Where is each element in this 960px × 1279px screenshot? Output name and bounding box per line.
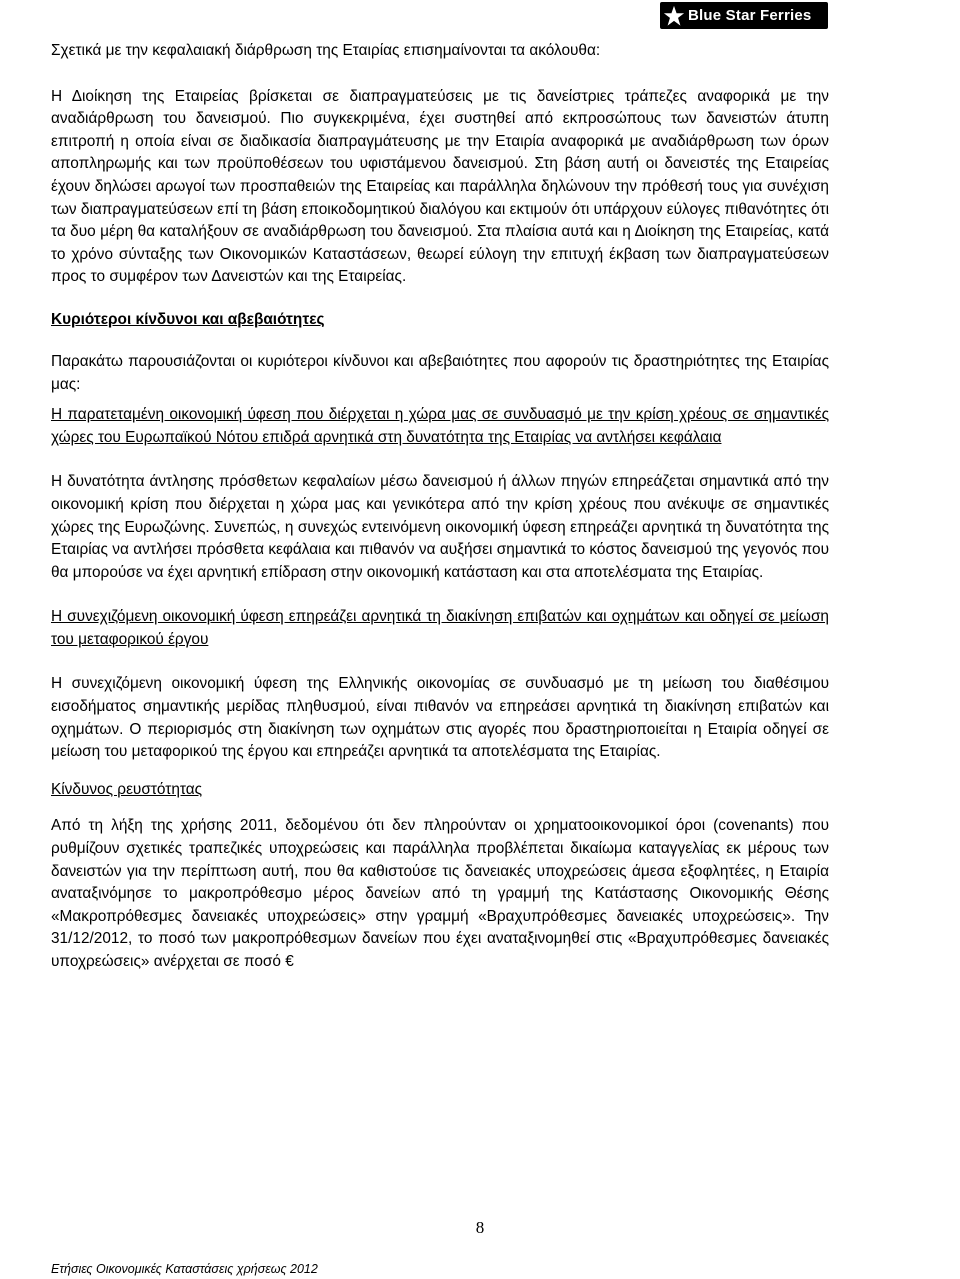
page-number: 8 <box>475 1218 485 1237</box>
document-body <box>51 40 829 974</box>
subheading-liquidity-risk: Κίνδυνος ρευστότητας <box>51 780 203 798</box>
paragraph-funding: Η δυνατότητα άντλησης πρόσθετων κεφαλαίων μέσω δανεισμού ή άλλων πηγών επηρεάζεται σημαντικά από την οικονομική κρίση που διέρχεται η χώρα μας και γενικότερα από την κρίση χρέους που ανέκυψε σε σημαντικές χώρες της Ευρωζώνης. Συνεπώς, η συνεχώς εντεινόμενη οικονομική ύφεση επηρεάζει αρνητικά τη δυνατότητα της Εταιρίας να αντλήσει πρόσθετα κεφάλαια και πιθανόν να αυξήσει σημαντικά το κόστος δανεισμού της γεγονός που θα μπορούσε να έχει αρνητική επίδραση στην οικονομική κατάσταση και στα αποτελέσματα της Εταιρίας. <box>51 473 829 581</box>
paragraph-liquidity: Από τη λήξη της χρήσης 2011, δεδομένου ότι δεν πληρούνταν οι χρηματοοικονομικοί όροι (covenants) που ρυθμίζουν σχετικές τραπεζικές υποχρεώσεις και παράλληλα προβλέπεται δικαίωμα καταγγελίας εκ μέρους των δανειστών για την περίπτωση αυτή, που θα καθιστούσε τις δανειακές υποχρεώσεις άμεσα εξοφλητέες, η Εταιρία αναταξινόμησε το μακροπρόθεσμο μέρος δανείων από τη γραμμή της Κατάστασης Οικονομικής Θέσης «Μακροπρόθεσμες δανειακές υποχρεώσεις» στην γραμμή «Βραχυπρόθεσμες δανειακές υποχρεώσεις». Την 31/12/2012, το ποσό των μακροπρόθεσμων δανείων που έχει αναταξινομηθεί στις «Βραχυπρόθεσμες δανειακές υποχρεώσεις» ανέρχεται σε ποσό € <box>51 817 829 970</box>
footer-text: Ετήσιες Οικονομικές Καταστάσεις χρήσεως 2012 <box>51 1262 318 1276</box>
paragraph-risks-intro: Παρακάτω παρουσιάζονται οι κυριότεροι κίνδυνοι και αβεβαιότητες που αφορούν τις δραστηριότητες της Εταιρίας μας: <box>51 352 829 393</box>
paragraph-restructuring: Η Διοίκηση της Εταιρείας βρίσκεται σε διαπραγματεύσεις με τις δανείστριες τράπεζες αναφορικά με την αναδιάρθρωση του δανεισμού. Πιο συγκεκριμένα, έχει συστηθεί από εκπροσώπους των δανειστών άτυπη επιτροπή η οποία είναι σε διαδικασία διαπραγμάτευσης με την Εταιρία αναφορικά με αναδιάρθρωση των όρων αποπληρωμής και των προϋποθέσεων του υφιστάμενου δανεισμού. Στη βάση αυτή οι δανειστές της Εταιρείας έχουν δηλώσει αρωγοί των προσπαθειών της Εταιρείας και παράλληλα δηλώνουν την πρόθεσή τους για συνέχιση των διαπραγματεύσεων επί τη βάση εποικοδομητικού διαλόγου και εκτιμούν ότι υπάρχουν εύλογες πιθανότητες ότι τα δυο μέρη θα καταλήξουν σε αναδιάρθρωση του δανεισμού. Στα πλαίσια αυτά και η Διοίκηση της Εταιρείας, κατά το χρόνο σύνταξης των Οικονομικών Καταστάσεων, θεωρεί εύλογη την επιτυχή έκβαση των διαπραγματεύσεων προς το συμφέρον των Δανειστών και της Εταιρείας. <box>51 87 829 286</box>
subheading-recession-funding: Η παρατεταμένη οικονομική ύφεση που διέρχεται η χώρα μας σε συνδυασμό με την κρίση χρέους σε σημαντικές χώρες του Ευρωπαϊκού Νότου επιδρά αρνητικά στη δυνατότητα της Εταιρίας να αντλήσει κεφάλαια <box>51 406 829 446</box>
company-logo <box>660 2 828 29</box>
subheading-traffic-decline: Η συνεχιζόμενη οικονομική ύφεση επηρεάζει αρνητικά τη διακίνηση επιβατών και οχημάτων και οδηγεί σε μείωση του μεταφορικού έργου <box>51 608 829 648</box>
intro-text: Σχετικά με την κεφαλαιακή διάρθρωση της Εταιρίας επισημαίνονται τα ακόλουθα: <box>51 42 601 59</box>
logo-text: Blue Star Ferries <box>688 7 812 24</box>
heading-main-risks: Κυριότεροι κίνδυνοι και αβεβαιότητες <box>51 310 325 328</box>
paragraph-traffic: Η συνεχιζόμενη οικονομική ύφεση της Ελληνικής οικονομίας σε συνδυασμό με τη μείωση του διαθέσιμου εισοδήματος σημαντικής μερίδας πληθυσμού, είναι πιθανόν να επηρεάσει αρνητικά τη διακίνηση επιβατών και οχημάτων. Ο περιορισμός στη διακίνηση των οχημάτων στις αγορές που δραστηριοποιείται η Εταιρία οδηγεί σε μείωση του μεταφορικού της έργου και επηρεάζει αρνητικά τα αποτελέσματα της Εταιρίας. <box>51 675 829 761</box>
star-icon <box>660 2 688 29</box>
